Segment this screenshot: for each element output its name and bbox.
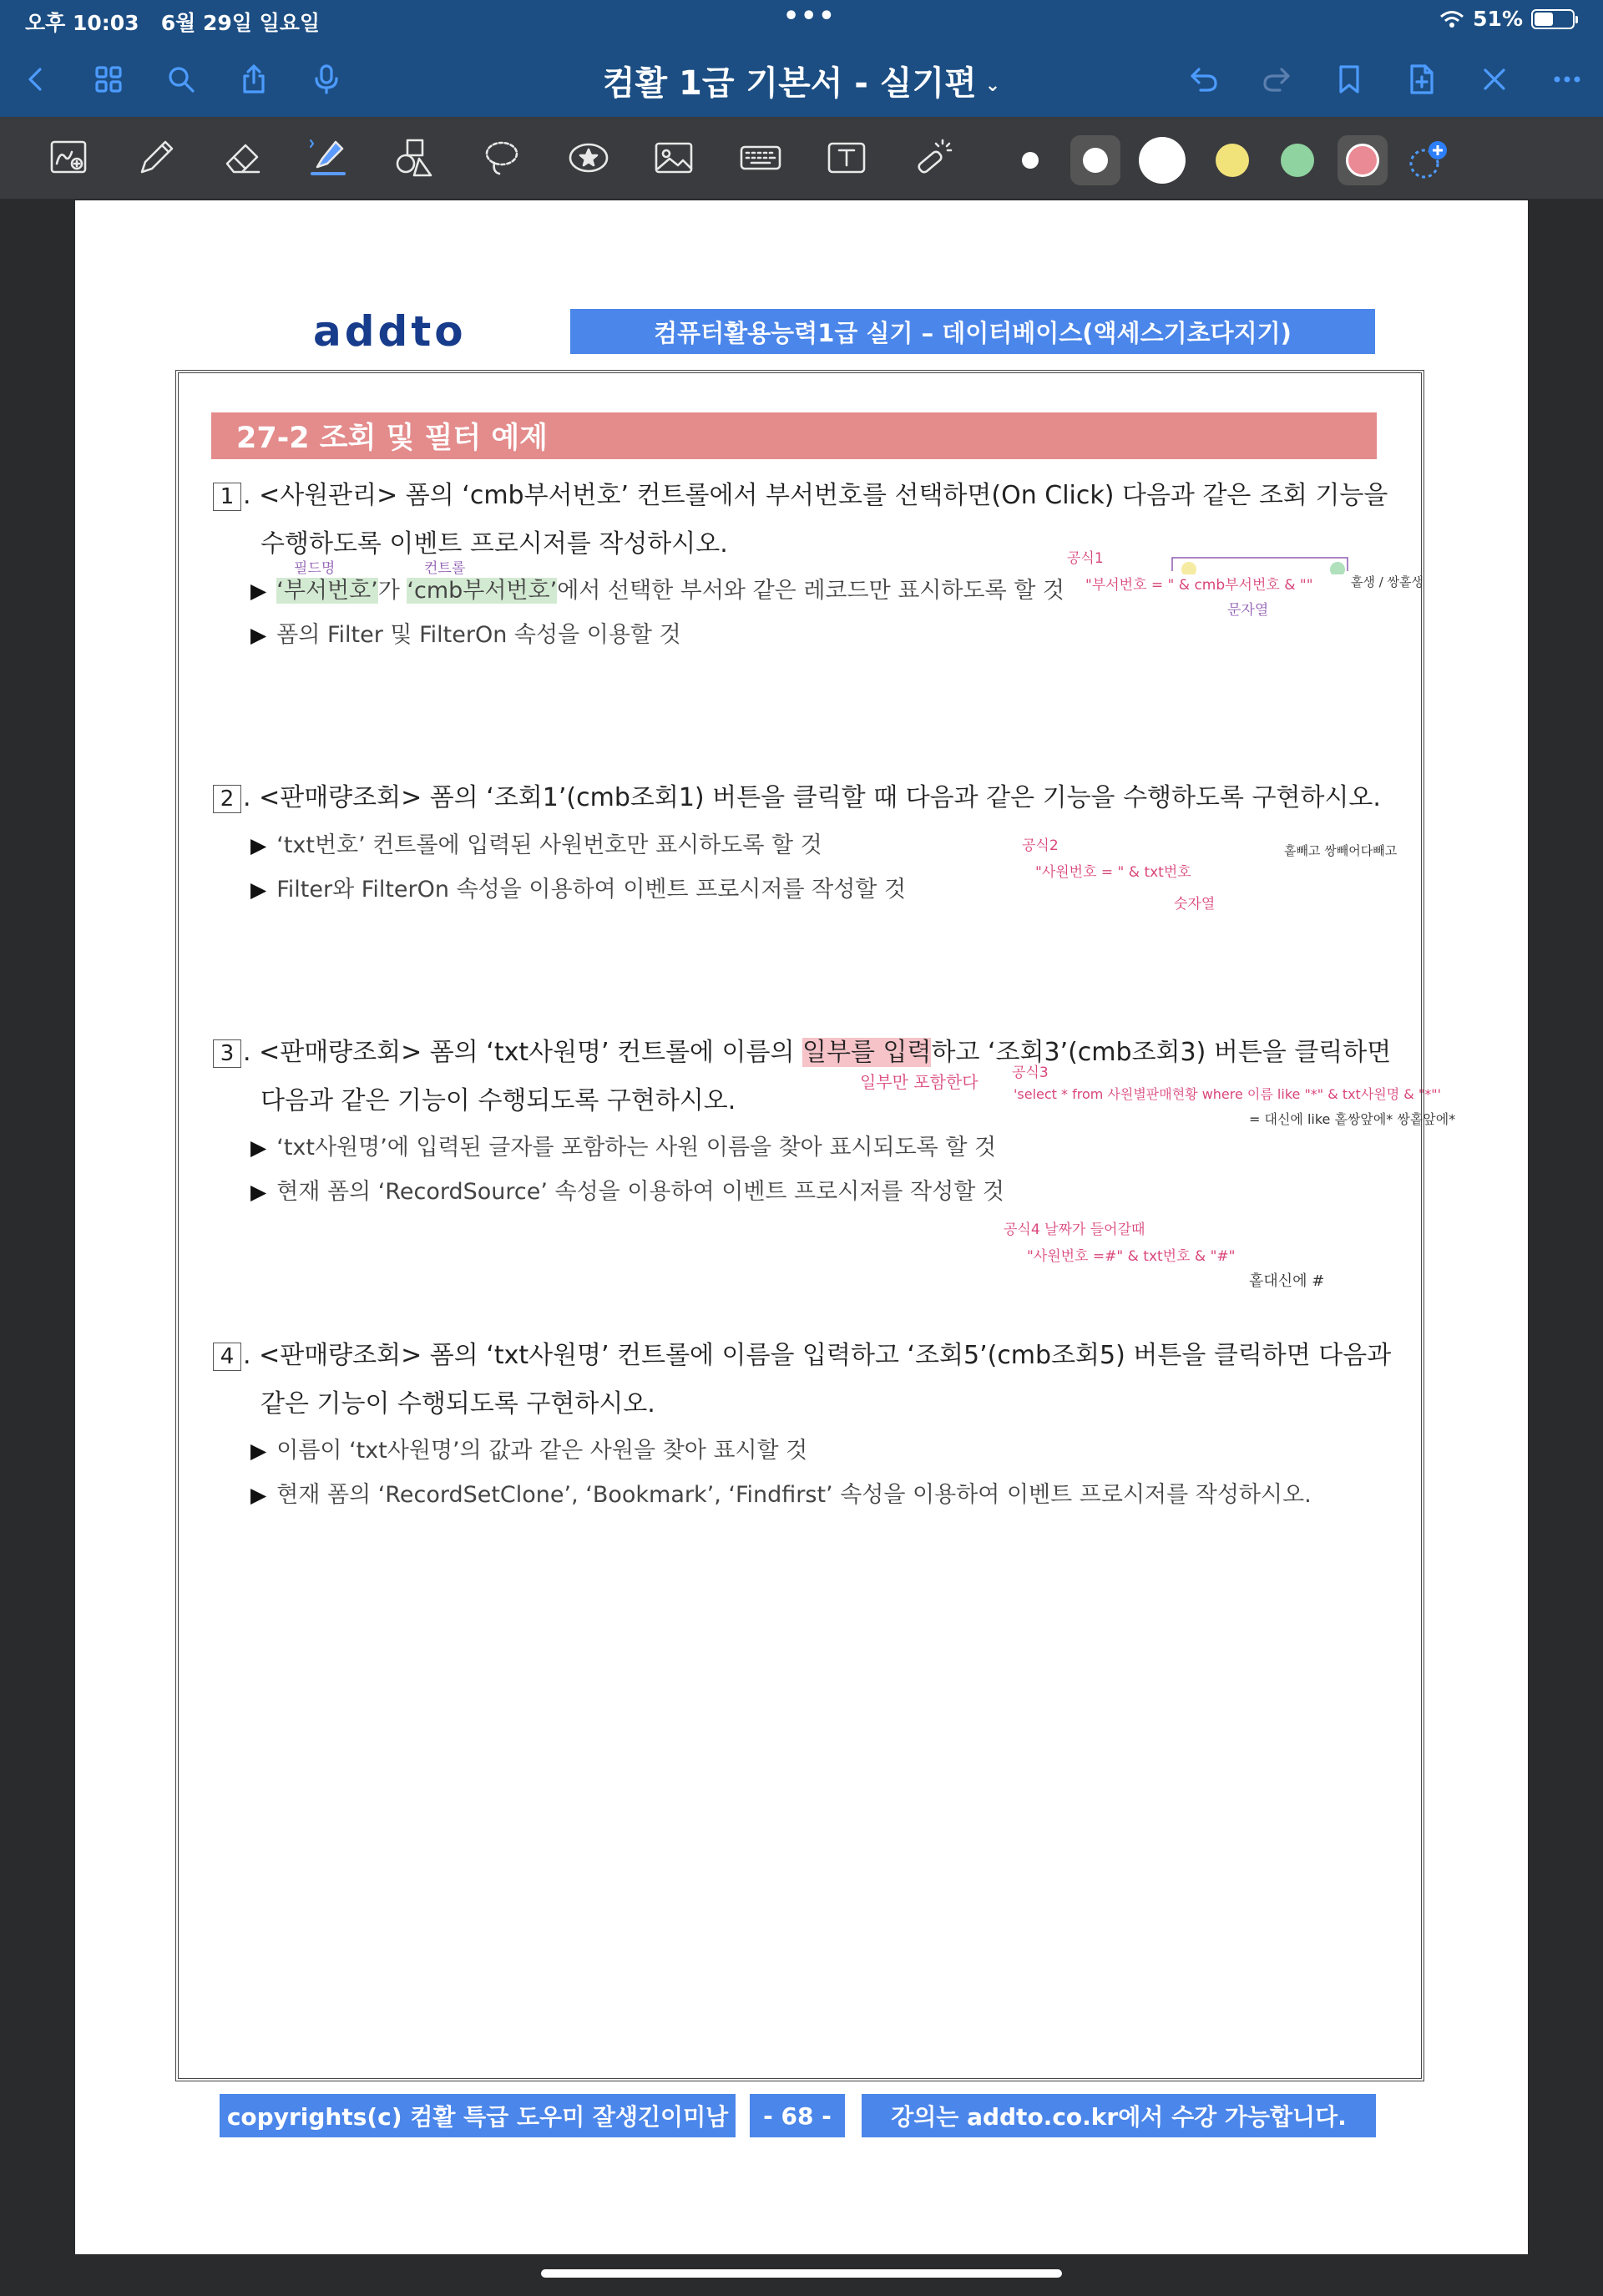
color-yellow-dot xyxy=(1216,144,1249,177)
annotation-quotes: 홑생 / 쌍홑생 xyxy=(1351,574,1424,589)
keyboard-icon xyxy=(738,135,783,180)
status-date: 6월 29일 일요일 xyxy=(160,11,321,35)
annotation-formula-3-label: 공식3 xyxy=(1012,1065,1049,1081)
stroke-size-large[interactable] xyxy=(1137,135,1187,185)
question-3-line2: 다음과 같은 기능이 수행되도록 구현하시오. xyxy=(260,1086,736,1115)
question-1-number: 1 xyxy=(213,483,241,511)
annotation-control: 컨트롤 xyxy=(424,560,466,577)
battery-icon xyxy=(1531,9,1575,29)
footer-page-number: - 68 - xyxy=(750,2094,845,2137)
drawing-toolbar xyxy=(0,117,1603,199)
sticker-star-icon xyxy=(566,135,611,180)
question-4 xyxy=(213,1334,1391,1371)
keyboard-tool[interactable] xyxy=(735,132,786,184)
pen-off-icon xyxy=(1478,63,1511,96)
question-1-bullet-1 xyxy=(250,572,1064,604)
document-title-text: 컴활 1급 기본서 - 실기편 xyxy=(602,64,977,103)
question-3-line1a: . <판매량조회> 폼의 ‘txt사원명’ 컨트롤에 이름의 xyxy=(243,1038,803,1067)
stroke-size-medium-dot xyxy=(1083,148,1108,173)
add-page-button[interactable] xyxy=(1401,58,1443,100)
stroke-size-medium[interactable] xyxy=(1070,135,1120,185)
text-box-icon xyxy=(824,135,869,180)
more-icon xyxy=(1550,63,1584,96)
annotation-field-name: 필드명 xyxy=(294,560,336,577)
add-page-icon xyxy=(1405,63,1439,96)
section-title: 27-2 조회 및 필터 예제 xyxy=(211,412,1377,459)
color-green-dot xyxy=(1281,144,1314,177)
addto-logo: addto xyxy=(313,307,467,356)
annotation-formula-2: "사원번호 = " & txt번호 xyxy=(1035,864,1191,881)
annotation-formula-4-label: 공식4 날짜가 들어갈때 xyxy=(1004,1221,1145,1238)
multitask-dots[interactable]: ••• xyxy=(783,2,837,31)
color-pink-selected[interactable] xyxy=(1338,135,1388,185)
status-time-date xyxy=(25,7,320,37)
question-3-line1b: 하고 ‘조회3’(cmb조회3) 버튼을 클릭하면 xyxy=(931,1038,1392,1067)
question-2-line1: . <판매량조회> 폼의 ‘조회1’(cmb조회1) 버튼을 클릭할 때 다음과 같은 기능을 수행하도록 구현하시오. xyxy=(243,783,1381,812)
elements-tool[interactable] xyxy=(563,132,614,184)
eraser-icon xyxy=(220,135,265,180)
annotation-bracket xyxy=(1171,549,1349,574)
pen-tool[interactable] xyxy=(130,132,182,184)
image-tool[interactable] xyxy=(648,132,700,184)
bullet-text: 가 xyxy=(377,578,407,604)
annotation-formula-3: 'select * from 사원별판매현황 where 이름 like "*" & txt사원명 & "*"' xyxy=(1014,1086,1441,1102)
annotation-number: 숫자열 xyxy=(1174,896,1216,913)
handwriting-zoom-tool[interactable] xyxy=(43,132,95,184)
color-yellow[interactable] xyxy=(1207,135,1257,185)
shapes-icon xyxy=(392,135,437,180)
lasso-icon xyxy=(479,135,524,180)
footer-copyright: copyrights(c) 컴활 특급 도우미 잘생긴이미남 xyxy=(220,2094,736,2137)
bullet-text-rest: 에서 선택한 부서와 같은 레코드만 표시하도록 할 것 xyxy=(557,578,1064,604)
undo-button[interactable] xyxy=(1183,58,1225,100)
shapes-tool[interactable] xyxy=(389,132,441,184)
battery-percent: 51% xyxy=(1473,7,1523,31)
color-green[interactable] xyxy=(1272,135,1322,185)
question-2-number: 2 xyxy=(213,785,241,813)
highlighter-icon xyxy=(306,135,351,180)
redo-icon xyxy=(1260,63,1293,96)
annotation-formula-4: "사원번호 =#" & txt번호 & "#" xyxy=(1027,1248,1236,1265)
bookmark-icon xyxy=(1332,63,1366,96)
question-1-line2: 수행하도록 이벤트 프로시저를 작성하시오. xyxy=(260,529,728,559)
question-4-line1: . <판매량조회> 폼의 ‘txt사원명’ 컨트롤에 이름을 입력하고 ‘조회5’(cmb조회5) 버튼을 클릭하면 다음과 xyxy=(243,1341,1392,1370)
app-header xyxy=(0,0,1603,117)
footer-lecture-info: 강의는 addto.co.kr에서 수강 가능합니다. xyxy=(862,2094,1376,2137)
close-tools-button[interactable] xyxy=(1474,58,1515,100)
color-pink-dot xyxy=(1346,144,1379,177)
text-box-tool[interactable] xyxy=(821,132,872,184)
annotation-like-rule: = 대신에 like 홑쌍앞에* 쌍홑앞에* xyxy=(1249,1111,1456,1127)
wifi-icon xyxy=(1439,9,1464,29)
question-4-line2: 같은 기능이 수행되도록 구현하시오. xyxy=(260,1389,655,1419)
annotation-formula-2-label: 공식2 xyxy=(1022,837,1059,854)
question-3-number: 3 xyxy=(213,1039,241,1068)
question-2 xyxy=(213,776,1381,813)
question-4-bullet-2: ▶ 현재 폼의 ‘RecordSetClone’, ‘Bookmark’, ‘Findfirst’ 속성을 이용하여 이벤트 프로시저를 작성하시오. xyxy=(250,1476,1312,1509)
question-3-bullet-1: ▶ ‘txt사원명’에 입력된 글자를 포함하는 사원 이름을 찾아 표시되도록 할 것 xyxy=(250,1129,996,1161)
battery-fill xyxy=(1535,13,1553,26)
annotation-hash: 홑대신에 # xyxy=(1249,1272,1325,1290)
add-color-button[interactable] xyxy=(1403,135,1453,185)
stroke-size-large-dot xyxy=(1139,137,1186,184)
status-time: 오후 10:03 xyxy=(25,11,139,35)
laser-pointer-icon xyxy=(911,135,956,180)
question-2-bullet-1: ▶ ‘txt번호’ 컨트롤에 입력된 사원번호만 표시하도록 할 것 xyxy=(250,827,822,859)
question-1-bullet-2: ▶ 폼의 Filter 및 FilterOn 속성을 이용할 것 xyxy=(250,616,681,649)
highlight-control-name: ‘cmb부서번호’ xyxy=(407,578,558,604)
stroke-size-small[interactable] xyxy=(1005,135,1055,185)
annotation-partial: 일부만 포함한다 xyxy=(860,1072,978,1092)
highlight-field-name: ‘부서번호’ xyxy=(276,578,378,604)
annotation-string: 문자열 xyxy=(1227,602,1269,619)
page-banner: 컴퓨터활용능력1급 실기 – 데이터베이스(액세스기초다지기) xyxy=(570,309,1375,354)
highlight-partial-input: 일부를 입력 xyxy=(802,1038,932,1067)
bookmark-button[interactable] xyxy=(1328,58,1370,100)
question-4-bullet-1: ▶ 이름이 ‘txt사원명’의 값과 같은 사원을 찾아 표시할 것 xyxy=(250,1432,807,1464)
lasso-tool[interactable] xyxy=(476,132,528,184)
eraser-tool[interactable] xyxy=(217,132,269,184)
pen-icon xyxy=(134,135,179,180)
home-indicator[interactable] xyxy=(541,2269,1062,2278)
undo-icon xyxy=(1187,63,1221,96)
question-2-bullet-2: ▶ Filter와 FilterOn 속성을 이용하여 이벤트 프로시저를 작성할 것 xyxy=(250,871,906,903)
document-page xyxy=(75,200,1528,2254)
more-button[interactable] xyxy=(1546,58,1588,100)
annotation-formula-1-label: 공식1 xyxy=(1067,550,1104,567)
question-1 xyxy=(213,474,1388,511)
zoom-window-icon xyxy=(47,135,92,180)
annotation-remove-quotes: 홑빼고 쌍빼어다빼고 xyxy=(1284,843,1398,858)
question-1-line1: . <사원관리> 폼의 ‘cmb부서번호’ 컨트롤에서 부서번호를 선택하면(On Click) 다음과 같은 조회 기능을 xyxy=(243,481,1388,510)
chevron-down-icon: ⌄ xyxy=(984,74,1001,96)
laser-pointer-tool[interactable] xyxy=(908,132,959,184)
highlighter-tool[interactable] xyxy=(302,132,354,184)
image-icon xyxy=(651,135,696,180)
question-4-number: 4 xyxy=(213,1343,241,1371)
stroke-size-small-dot xyxy=(1022,152,1039,169)
add-color-icon xyxy=(1404,137,1451,184)
status-right xyxy=(1439,7,1575,31)
question-3-bullet-2: ▶ 현재 폼의 ‘RecordSource’ 속성을 이용하여 이벤트 프로시저를 작성할 것 xyxy=(250,1173,1004,1206)
redo-button[interactable] xyxy=(1256,58,1297,100)
annotation-formula-1: "부서번호 = " & cmb부서번호 & "" xyxy=(1085,577,1313,594)
question-3 xyxy=(213,1031,1391,1068)
